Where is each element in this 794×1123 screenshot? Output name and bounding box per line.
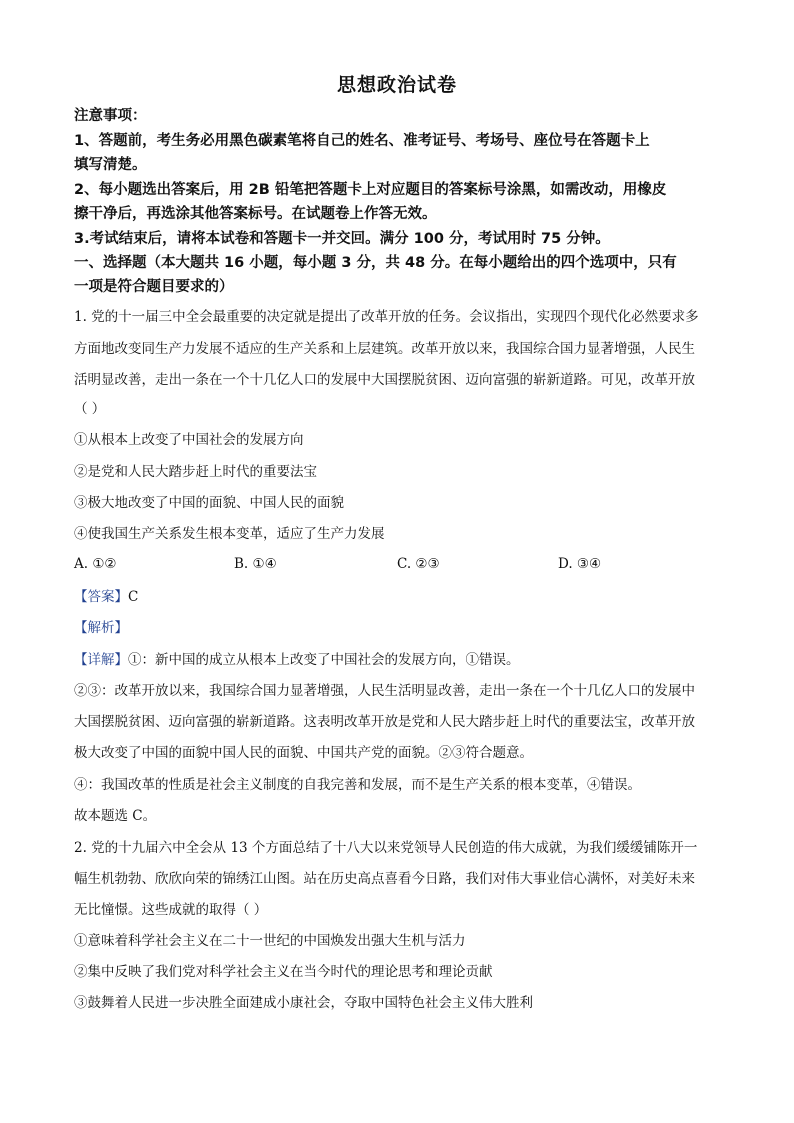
q1-detail-line: 故本题选 C。 — [74, 808, 157, 824]
q1-stem-blank: （ ） — [74, 401, 106, 417]
q1-detail-line: ②③：改革开放以来，我国综合国力显著增强，人民生活明显改善，走出一条在一个十几亿人口的发展中 — [74, 683, 695, 699]
notice-line: 3.考试结束后，请将本试卷和答题卡一并交回。满分 100 分，考试用时 75 分钟。 — [74, 231, 610, 247]
q1-detail-line — [74, 650, 734, 670]
answer-value: C — [128, 589, 139, 605]
q1-detail-line: 极大改变了中国的面貌中国人民的面貌、中国共产党的面貌。②③符合题意。 — [74, 745, 533, 761]
answer-tag: 【答案】 — [74, 589, 128, 605]
notice-line: 1、答题前，考生务必用黑色碳素笔将自己的姓名、准考证号、考场号、座位号在答题卡上 — [74, 133, 650, 149]
detail-tag: 【详解】 — [74, 652, 128, 668]
page-title: 思想政治试卷 — [336, 74, 457, 96]
q1-stem-line: 活明显改善，走出一条在一个十几亿人口的发展中大国摆脱贫困、迈向富强的崭新道路。可见，改革开放 — [74, 372, 695, 388]
notice-heading: 注意事项： — [74, 108, 147, 124]
section-heading: 一、选择题（本大题共 16 小题，每小题 3 分，共 48 分。在每小题给出的四个选项中，只有 — [74, 255, 677, 271]
q1-detail-line: 大国摆脱贫困、迈向富强的崭新道路。这表明改革开放是党和人民大踏步赶上时代的重要法宝，改革开放 — [74, 714, 695, 730]
q2-stem-line: 幅生机勃勃、欣欣向荣的锦绣江山图。站在历史高点喜看今日路，我们对伟大事业信心满怀，对美好未来 — [74, 871, 695, 887]
q1-item: ④使我国生产关系发生根本变革，适应了生产力发展 — [74, 526, 385, 542]
analysis-tag: 【解析】 — [74, 620, 128, 636]
q2-item: ①意味着科学社会主义在二十一世纪的中国焕发出强大生机与活力 — [74, 933, 466, 949]
q1-stem-line: 方面地改变同生产力发展不适应的生产关系和上层建筑。改革开放以来，我国综合国力显著增强，人民生 — [74, 341, 695, 357]
section-heading: 一项是符合题目要求的） — [74, 279, 234, 295]
q2-stem-line: 2. 党的十九届六中全会从 13 个方面总结了十八大以来党领导人民创造的伟大成就，为我们缓缓铺陈开一 — [74, 840, 698, 856]
q2-stem-line: 无比憧憬。这些成就的取得（ ） — [74, 902, 268, 918]
q1-item: ③极大地改变了中国的面貌、中国人民的面貌 — [74, 495, 344, 511]
detail-text: ①：新中国的成立从根本上改变了中国社会的发展方向，①错误。 — [128, 652, 520, 668]
q2-item: ②集中反映了我们党对科学社会主义在当今时代的理论思考和理论贡献 — [74, 964, 493, 980]
q2-item: ③鼓舞着人民进一步决胜全面建成小康社会，夺取中国特色社会主义伟大胜利 — [74, 995, 533, 1011]
q1-stem-line: 1. 党的十一届三中全会最重要的决定就是提出了改革开放的任务。会议指出，实现四个现代化必然要求多 — [74, 309, 699, 325]
notice-line: 擦干净后，再选涂其他答案标号。在试题卷上作答无效。 — [74, 206, 437, 222]
notice-line: 2、每小题选出答案后，用 2B 铅笔把答题卡上对应题目的答案标号涂黑，如需改动，用橡皮 — [74, 182, 667, 198]
q1-item: ②是党和人民大踏步赶上时代的重要法宝 — [74, 464, 317, 480]
notice-line: 填写清楚。 — [74, 157, 147, 173]
q1-option-a: A. ①② — [74, 556, 117, 572]
q1-option-b: B. ①④ — [234, 556, 277, 572]
q1-answer — [74, 587, 734, 607]
q1-analysis-tag — [74, 618, 734, 638]
q1-detail-line: ④：我国改革的性质是社会主义制度的自我完善和发展，而不是生产关系的根本变革，④错误。 — [74, 777, 641, 793]
q1-option-d: D. ③④ — [558, 556, 602, 572]
q1-item: ①从根本上改变了中国社会的发展方向 — [74, 432, 304, 448]
q1-option-c: C. ②③ — [397, 556, 440, 572]
